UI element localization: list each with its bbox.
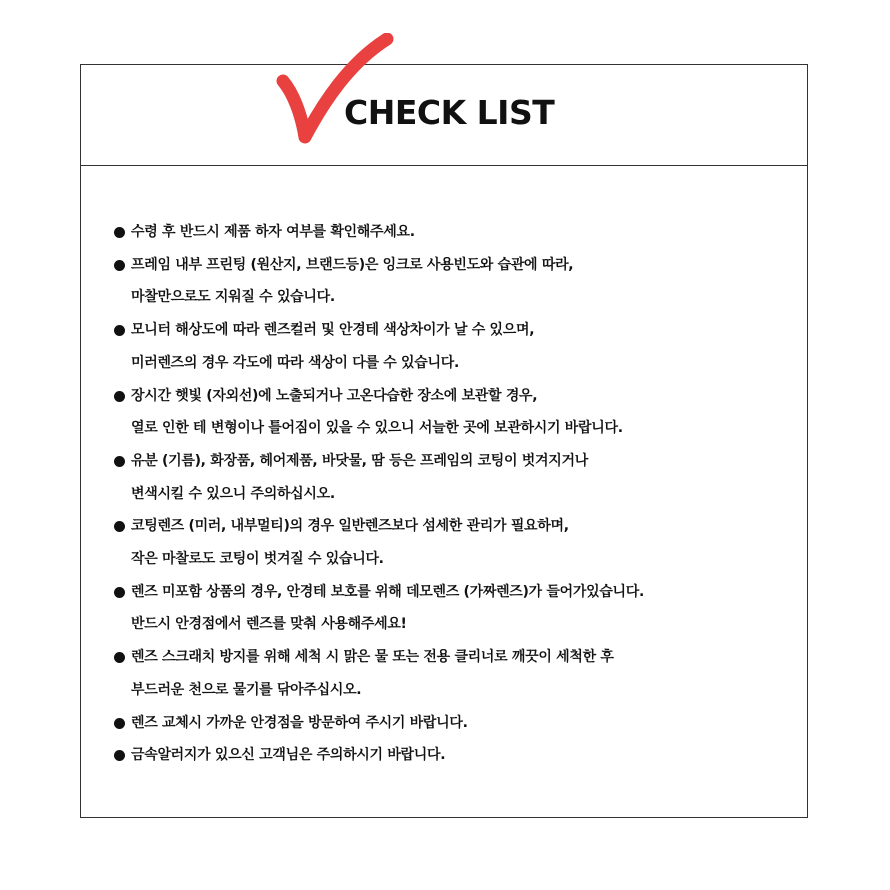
list-item-text	[131, 445, 588, 510]
list-item	[113, 216, 793, 249]
list-item-line: 반드시 안경점에서 렌즈를 맞춰 사용해주세요!	[131, 616, 407, 633]
bullet-icon	[113, 216, 131, 249]
list-item-line: 금속알러지가 있으신 고객님은 주의하시기 바랍니다.	[131, 747, 446, 764]
list-item-text	[131, 739, 445, 772]
page-title: CHECK LIST	[344, 93, 555, 132]
list-item-line: 수령 후 반드시 제품 하자 여부를 확인해주세요.	[131, 224, 415, 240]
list-item-text	[131, 380, 623, 445]
list-item-text	[131, 249, 573, 314]
list-item	[113, 641, 793, 706]
bullet-icon	[113, 576, 131, 609]
checklist-panel	[80, 64, 808, 818]
bullet-icon	[113, 510, 131, 543]
list-item-line: 코팅렌즈 (미러, 내부멀티)의 경우 일반렌즈보다 섬세한 관리가 필요하며,	[131, 518, 569, 535]
list-item-line: 부드러운 천으로 물기를 닦아주십시오.	[131, 681, 362, 698]
checklist	[113, 216, 793, 772]
bullet-icon	[113, 641, 131, 674]
list-item-text	[131, 707, 468, 740]
list-item	[113, 739, 793, 772]
list-item	[113, 380, 793, 445]
list-item-line: 열로 인한 테 변형이나 틀어짐이 있을 수 있으니 서늘한 곳에 보관하시기 바랍니다.	[131, 420, 623, 437]
list-item-line: 마찰만으로도 지워질 수 있습니다.	[131, 289, 335, 306]
list-item-line: 유분 (기름), 화장품, 헤어제품, 바닷물, 땀 등은 프레임의 코팅이 벗겨지거나	[131, 452, 588, 469]
list-item	[113, 249, 793, 314]
list-item-text	[131, 314, 534, 379]
bullet-icon	[113, 314, 131, 347]
list-item	[113, 510, 793, 575]
list-item-line: 렌즈 스크래치 방지를 위해 세척 시 맑은 물 또는 전용 클리너로 깨끗이 세척한 후	[131, 649, 614, 666]
list-item-text	[131, 641, 614, 706]
list-item-text	[131, 576, 644, 641]
list-item-line: 장시간 햇빛 (자외선)에 노출되거나 고온다습한 장소에 보관할 경우,	[131, 387, 538, 404]
bullet-icon	[113, 249, 131, 282]
bullet-icon	[113, 739, 131, 772]
list-item	[113, 445, 793, 510]
list-item	[113, 707, 793, 740]
list-item-line: 미러렌즈의 경우 각도에 따라 색상이 다를 수 있습니다.	[131, 354, 459, 371]
list-item-line: 렌즈 미포함 상품의 경우, 안경테 보호를 위해 데모렌즈 (가짜렌즈)가 들어가있습니다.	[131, 583, 645, 600]
list-item	[113, 314, 793, 379]
list-item-line: 프레임 내부 프린팅 (원산지, 브랜드등)은 잉크로 사용빈도와 습관에 따라,	[131, 256, 574, 273]
checklist-header	[81, 65, 807, 166]
list-item-line: 렌즈 교체시 가까운 안경점을 방문하여 주시기 바랍니다.	[131, 714, 468, 731]
bullet-icon	[113, 707, 131, 740]
bullet-icon	[113, 445, 131, 478]
bullet-icon	[113, 380, 131, 413]
list-item-line: 작은 마찰로도 코팅이 벗겨질 수 있습니다.	[131, 551, 384, 568]
list-item-line: 변색시킬 수 있으니 주의하십시오.	[131, 485, 335, 502]
list-item-text	[131, 510, 569, 575]
list-item	[113, 576, 793, 641]
list-item-text	[131, 216, 415, 249]
list-item-line: 모니터 해상도에 따라 렌즈컬러 및 안경테 색상차이가 날 수 있으며,	[131, 322, 535, 339]
